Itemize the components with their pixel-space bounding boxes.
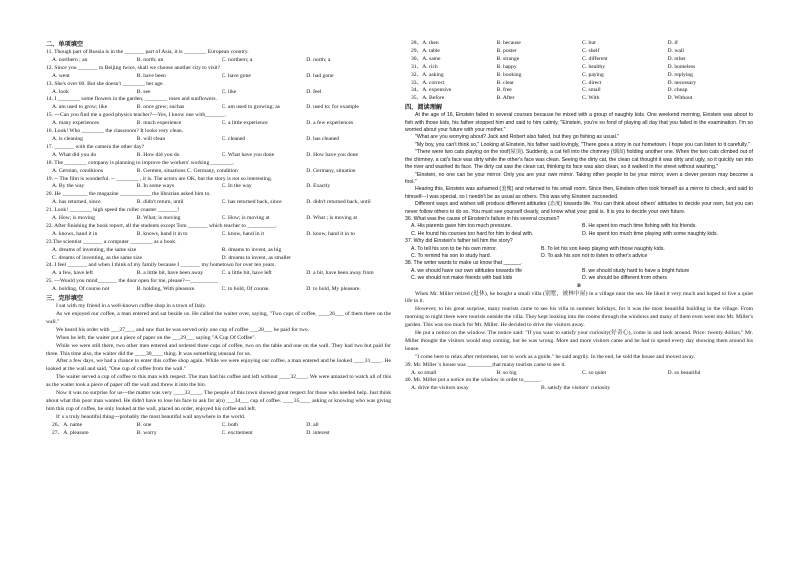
passage-paragraph: Hearing this, Einstein was ashamed (羞愧) and returned to his small room. Since then, Einstein often took himself as a mirror to check, and said to himself---I was special, so I needn't be as usual as others. This was why Einstein succeeded. [405, 186, 753, 200]
cloze-options-33: 33、A. correct B. clear C. direct D. necessary [411, 79, 697, 86]
cloze-paragraph: While we were still there, two other men entered and ordered three cups of coffee, two on the table and one on the wall. They had two but paid for three. This time also, the waiter did the ____30____ thing. It was something unusual for us. [46, 342, 391, 357]
passage-paragraph: However, to his great surprise, many tourists came to see his villa in summer holidays, for it was the most beautiful building in the village. From morning to night there were tourists outside the villa. They kept looking into the rooms through the windows and many of them even went into Mr. Miller's garden. This was too much for Mr. Miller. He decided to drive the visitors away. [405, 306, 753, 329]
cloze-paragraph: After a few days, we had a chance to enter this coffee shop again. While we were enjoying our coffee, a man entered and he looked ____31____. He looked at the wall and said, "One cup of coffee from the wall." [46, 358, 391, 373]
question-13-options: A. look B. see C. like D. feel [52, 88, 322, 95]
question-38-options-cd: C. we should not make friends with bad kids D. we should be different from others [411, 275, 667, 282]
question-23-options-cd: C. dreams of inventing, as the same size D. dreams to invent, as smaller [52, 254, 291, 261]
cloze-options-32: 32、A. asking B. booking C. paying D. replying [411, 71, 693, 78]
question-38-options-ab: A. we should have our own attitudes towards life B. we should study hard to have a bright future [411, 267, 690, 274]
question-15-options: A. many experiences B. much experience C. a little experience D. a few experiences [52, 120, 354, 127]
question-16: 16. Look! Who ________ the classroom? It looks very clean. [46, 128, 184, 135]
section-title-single-choice: 二、单项填空 [46, 41, 84, 48]
question-15: 15. ---Can you find me a good physics teacher?---Yes, I know one with_______. [46, 112, 227, 119]
question-39-options: A. so small B. so big C. so quiet D. so beautiful [411, 369, 701, 376]
question-14-options: A. am used to grow; like B. once grew; suchas C. am used to growing; as D. used to; for example [52, 104, 359, 111]
question-18: 18. The ________ company is planning to improve the workers' working ________. [46, 159, 235, 166]
cloze-options-30: 30、A. same B. strange C. different D. other [411, 55, 686, 62]
cloze-options-35: 35、A. Before B. After C. With D. Without [411, 95, 693, 102]
question-23: 23.The scientist _______ a computer ________ as a book. [46, 238, 177, 245]
question-38: 38. The writer wants to make us know that ______. [405, 260, 523, 267]
cloze-options-34: 34、A. expensive B. free C. small D. cheap [411, 87, 688, 94]
cloze-paragraph: We heard his order with ___27___, and saw that he was served only one cup of coffee ___28___ he paid for two. [56, 326, 310, 333]
question-36-options-ab: A. His parents gave him too much pressure. B. He spent too much time fishing with his friends. [411, 223, 697, 230]
question-36: 36. What was the cause of Einstein's failure in his several courses? [405, 215, 560, 222]
section-title-cloze: 三、完形填空 [46, 295, 84, 303]
cloze-paragraph: The waiter served a cup of coffee to this man with respect. The man had his coffee and left without ____32____. We were amazed to watch all of this as the waiter took a piece of paper off the wall and threw it into the bin. [46, 374, 391, 389]
question-17-options: A. What did you do B. How did you do C. What have you done D. How have you done [52, 151, 358, 158]
question-40-options: A. drive the visitors away B. satisfy the visitors' curiosity [411, 385, 611, 392]
left-column [46, 40, 391, 438]
section-title-reading: 四、阅读理解 [405, 104, 443, 112]
cloze-paragraph: As we enjoyed our coffee, a man entered and sat beside us. He called the waiter over, saying, "Two cups of coffee, ____26___ of them there on the wall." [46, 311, 391, 325]
question-21-options: A. How; is moving B. What; is moving C. How; is moving at D. What ; is moving at [52, 215, 358, 222]
cloze-paragraph: I sat with my friend in a well-known coffee shop in a town of Italy. [56, 303, 207, 310]
question-22: 22. After finishing the book report, all the students except Tom _______ which teacher to __________. [46, 222, 277, 229]
question-36-options-cd: C. He found his courses too hard for him to deal with. D. He spent too much time playing with some naughty kids. [411, 230, 719, 237]
cloze-paragraph: When he left, the waiter put a piece of paper on the ___29___ saying "A Cup Of Coffee". [56, 334, 257, 341]
passage-paragraph: At the age of 16, Einstein failed in several courses because he mixed with a group of naughty kids. One weekend morning, Einstein was about to fish with those kids, his father stopped him and said to him calmly, "Einstein, you're so fond of playing all day that you failed in the examination. I'm so worried about your future with your mother." [405, 112, 753, 134]
passage-b-label: B [577, 282, 581, 289]
question-19: 19. -- The film is wonderful. -- ________ , it is. The actors are OK, but the story is not so interesting. [46, 175, 273, 182]
question-14: 14. I ________ some flowers in the garden, ________ roses and sunflowers. [46, 96, 217, 103]
passage-paragraph: Different ways and wishes will produce different attitudes (态度) towards life. You can think about others' attitudes to decide your own, but you can never follow others to do so. You must see yourself clearly, and know what your goal is. It is you to decide your own future. [405, 201, 753, 215]
cloze-options-27: 27、A. pleasure B. worry C. excitement D. interest [52, 429, 330, 436]
question-24: 24. I feel _______ and when I think of my family because I _______ my hometown for over ten years. [46, 262, 276, 269]
question-12-options: A. went B. have been C. have gone D. had gone [52, 72, 334, 79]
passage-paragraph: He put a notice on the window. The notice said: "If you want to satisfy your curiosity(好奇心), come in and look around. Price: twenty dollars." Mr. Miller thought the visitors would stop coming, but he was wrong. More and more visitors came and he had to spend every day showing them around his house. [405, 330, 753, 352]
passage-paragraph: "Einstein, no one can be your mirror. Only you are your own mirror. Taking other people to be your mirror, even a clever person may become a fool." [405, 171, 753, 185]
question-12: 12. Since you _______ to Beijing twice, shall we choose another city to visit? [46, 64, 221, 71]
cloze-options-31: 31、A. rich B. happy C. healthy D. homeless [411, 63, 696, 70]
cloze-paragraph: Now it was no surprise for us---the matter was very ____33____. The people of this town showed great respect for those who needed help. Just think about what this poor man wanted. He didn't have to lose his face to ask for a(n) ___34___ cup of coffee. ____35____ asking or knowing who was giving him this cup of coffee, he only looked at the wall, placed an order, enjoyed his coffee and left. [46, 390, 391, 412]
question-37-options-ab: A. To tell his son to be his own mirror. B. To let his son keep playing with those naughty kids. [411, 245, 665, 252]
passage-paragraph: "What are you worrying about? Jack and Robert also failed, but they go fishing as usual." [415, 134, 620, 141]
cloze-paragraph: It' s a truly beautiful thing---probably the most beautiful wall anywhere in the world. [56, 413, 246, 420]
cloze-options-28: 28、A. then B. because C. but D. if [411, 40, 678, 46]
passage-a [405, 112, 753, 282]
passage-paragraph: "There were two cats playing on the roof(屋顶). Suddenly, a cat fell into the chimney (烟囱) holding another one. When the two cats climbed out of the chimney, a cat's face was dirty while the other's face was clean. Seeing the dirty cat, the clean cat thought it was dirty and ugly, so it quickly ran into the river and washed its face. The dirty cat saw the clean cat, thinking its face was also clean, so it walked in the street without washing." [405, 149, 753, 171]
passage-paragraph: "I come here to relax after retirement, not to work as a guide." he said angrily. In the end, he sold the house and moved away. [415, 353, 696, 360]
question-37-options-cd: C. To remind his son to study hard. D. To ask his son not to listen to other's advice [411, 252, 648, 259]
cloze-options-26: 26、A. name B. one C. both D. all [52, 421, 319, 428]
question-21: 21. Look! ________ high speed the roller coaster _______! [46, 207, 180, 214]
question-37: 37. Why did Einstein's father tell him the story? [405, 238, 513, 245]
cloze-options-block [405, 40, 753, 103]
question-24-options: A. a few, have left B. a little bit, have been away C. a little bit, have left D. a bit, have been away from [52, 270, 374, 277]
question-23-options-ab: A. dreams of inventing, the same size B. dreams to invent, as big [52, 246, 282, 253]
passage-paragraph: "My boy, you can't think so," Looking at Einstein, his father said lovingly, "There goes a story in our hometown. I hope you can listen to it carefully." [415, 141, 750, 148]
question-11-options: A. northern ; an B. north; an C. northern; a D. north; a [52, 56, 331, 63]
question-17: 17. _______ with the camera the other day? [46, 143, 145, 150]
question-11: 11. Though part of Russia is in the _______ part of Asia, it is ________ European country. [46, 49, 249, 55]
question-18-options: A. German, conditions B. Germen, situations C. Germany, condition D. Germany, situation [52, 167, 356, 174]
question-39: 39. Mr. Miller 's house was _________that many tourists came to see it. [405, 361, 566, 368]
question-40: 40. Mr. Miller put a notice on the window in order to______. [405, 377, 542, 384]
cloze-options-29: 29、A. table B. poster C. shelf D. wall [411, 47, 684, 54]
question-16-options: A. is cleaning B. will clean C. cleaned D. has cleaned [52, 135, 340, 142]
question-13: 13. She's over 60. But she doesn't ________ her age. [46, 80, 164, 87]
right-column [405, 40, 753, 393]
question-20-options: A. has returned, since B. didn't return, until C. has returned back, since D. didn't returned back, until [52, 199, 371, 206]
question-20: 20. He _________ the magazine ___________ the librarian asked him to. [46, 191, 211, 198]
question-25: 25. ---Would you mind_______ the door open for me, please?---__________ [46, 278, 219, 285]
question-19-options: A. By the way B. In some ways C. In the way D. Exactly [52, 183, 331, 190]
passage-paragraph: When Mr. Miller retired (退休), he bought a small villa (别墅，被林中屋) in a village near the sea. He liked it very much and hoped to live a quiet life in it. [405, 290, 753, 305]
question-22-options: A. knows, hand it in B. knows, hand it in to C. know, hand in it D. know, hand it in to [52, 230, 355, 237]
question-25-options: A. holding, Of course not B. holding, With pleasure. C. to hold, Of course. D. to hold, My pleasure. [52, 286, 361, 293]
